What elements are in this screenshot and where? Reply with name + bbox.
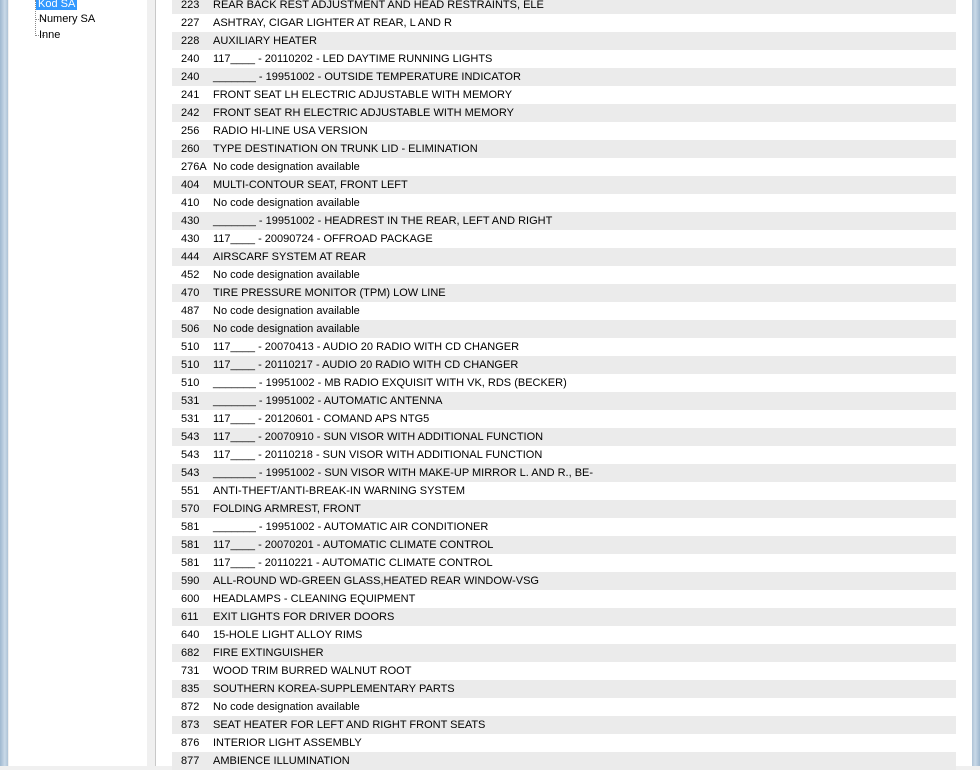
list-row[interactable]	[172, 626, 956, 644]
list-row[interactable]	[172, 266, 956, 284]
list-row[interactable]	[172, 68, 956, 86]
sa-description: FRONT SEAT RH ELECTRIC ADJUSTABLE WITH MEMORY	[213, 107, 514, 119]
tree-item-label: Inne	[39, 29, 61, 41]
list-row[interactable]	[172, 86, 956, 104]
list-row[interactable]	[172, 446, 956, 464]
tree-item-inne[interactable]	[37, 28, 62, 42]
sa-description: TYPE DESTINATION ON TRUNK LID - ELIMINATION	[213, 143, 478, 155]
list-row[interactable]	[172, 464, 956, 482]
sa-code: 551	[181, 485, 200, 497]
list-row[interactable]	[172, 680, 956, 698]
sa-code: 240	[181, 53, 200, 65]
list-row[interactable]	[172, 482, 956, 500]
sa-code: 404	[181, 179, 200, 191]
list-row[interactable]	[172, 698, 956, 716]
list-row[interactable]	[172, 644, 956, 662]
sa-code: 570	[181, 503, 200, 515]
sa-code: 581	[181, 521, 200, 533]
sa-description: _______ - 19951002 - HEADREST IN THE REAR, LEFT AND RIGHT	[213, 215, 553, 227]
sa-description: _______ - 19951002 - AUTOMATIC ANTENNA	[213, 395, 443, 407]
list-row[interactable]	[172, 248, 956, 266]
sa-description: FIRE EXTINGUISHER	[213, 647, 324, 659]
list-row[interactable]	[172, 572, 956, 590]
sa-description: 117____ - 20070910 - SUN VISOR WITH ADDITIONAL FUNCTION	[213, 431, 544, 443]
list-row[interactable]	[172, 230, 956, 248]
panel-splitter[interactable]	[147, 0, 156, 766]
tree-panel	[9, 0, 148, 766]
sa-code: 543	[181, 467, 200, 479]
sa-description: 15-HOLE LIGHT ALLOY RIMS	[213, 629, 363, 641]
list-row[interactable]	[172, 590, 956, 608]
list-row[interactable]	[172, 14, 956, 32]
sa-description: _______ - 19951002 - AUTOMATIC AIR CONDITIONER	[213, 521, 489, 533]
sa-code: 640	[181, 629, 200, 641]
sa-description: AMBIENCE ILLUMINATION	[213, 755, 350, 767]
sa-code: 611	[181, 611, 199, 623]
sa-description: No code designation available	[213, 323, 360, 335]
sa-description: _______ - 19951002 - SUN VISOR WITH MAKE-UP MIRROR L. AND R., BE-	[213, 467, 594, 479]
sa-code: 543	[181, 449, 200, 461]
sa-code: 444	[181, 251, 200, 263]
sa-code: 682	[181, 647, 200, 659]
sa-description: ALL-ROUND WD-GREEN GLASS,HEATED REAR WINDOW-VSG	[213, 575, 539, 587]
sa-code: 510	[181, 359, 200, 371]
sa-code: 452	[181, 269, 200, 281]
sa-description: RADIO HI-LINE USA VERSION	[213, 125, 368, 137]
tree-item-label: Kod SA	[38, 0, 76, 10]
sa-description: ASHTRAY, CIGAR LIGHTER AT REAR, L AND R	[213, 17, 453, 29]
tree-item-label: Numery SA	[39, 13, 96, 25]
list-row[interactable]	[172, 734, 956, 752]
list-row[interactable]	[172, 104, 956, 122]
window-frame-right	[972, 0, 980, 766]
sa-description: ANTI-THEFT/ANTI-BREAK-IN WARNING SYSTEM	[213, 485, 465, 497]
sa-description: 117____ - 20110218 - SUN VISOR WITH ADDITIONAL FUNCTION	[213, 449, 543, 461]
sa-description: No code designation available	[213, 701, 360, 713]
sa-code: 470	[181, 287, 200, 299]
sa-description: _______ - 19951002 - MB RADIO EXQUISIT WITH VK, RDS (BECKER)	[213, 377, 567, 389]
sa-description: FRONT SEAT LH ELECTRIC ADJUSTABLE WITH MEMORY	[213, 89, 513, 101]
list-row[interactable]	[172, 158, 956, 176]
sa-code: 256	[181, 125, 200, 137]
sa-code: 241	[181, 89, 200, 101]
list-row[interactable]	[172, 662, 956, 680]
list-row[interactable]	[172, 284, 956, 302]
sa-description: No code designation available	[213, 197, 360, 209]
sa-code: 581	[181, 539, 200, 551]
sa-description: SEAT HEATER FOR LEFT AND RIGHT FRONT SEATS	[213, 719, 486, 731]
sa-code: 531	[181, 413, 200, 425]
sa-code: 242	[181, 107, 200, 119]
sa-code: 276A	[181, 161, 207, 173]
sa-code: 223	[181, 0, 200, 11]
sa-code: 227	[181, 17, 200, 29]
sa-description: No code designation available	[213, 305, 360, 317]
sa-code: 510	[181, 377, 200, 389]
sa-code: 731	[181, 665, 200, 677]
list-row[interactable]	[172, 716, 956, 734]
sa-code: 430	[181, 233, 200, 245]
sa-code: 510	[181, 341, 200, 353]
sa-description: INTERIOR LIGHT ASSEMBLY	[213, 737, 362, 749]
sa-code: 228	[181, 35, 200, 47]
list-row[interactable]	[172, 0, 956, 14]
sa-description: 117____ - 20070201 - AUTOMATIC CLIMATE CONTROL	[213, 539, 494, 551]
sa-description: TIRE PRESSURE MONITOR (TPM) LOW LINE	[213, 287, 446, 299]
list-row[interactable]	[172, 338, 956, 356]
list-row[interactable]	[172, 518, 956, 536]
list-row[interactable]	[172, 374, 956, 392]
list-row[interactable]	[172, 428, 956, 446]
sa-description: 117____ - 20110217 - AUDIO 20 RADIO WITH CD CHANGER	[213, 359, 519, 371]
sa-description: 117____ - 20090724 - OFFROAD PACKAGE	[213, 233, 433, 245]
list-row[interactable]	[172, 410, 956, 428]
sa-code: 506	[181, 323, 200, 335]
tree-item-kod-sa[interactable]	[36, 0, 77, 11]
sa-description: WOOD TRIM BURRED WALNUT ROOT	[213, 665, 412, 677]
list-row[interactable]	[172, 194, 956, 212]
sa-description: EXIT LIGHTS FOR DRIVER DOORS	[213, 611, 395, 623]
sa-code: 240	[181, 71, 200, 83]
sa-description: No code designation available	[213, 161, 360, 173]
list-row[interactable]	[172, 302, 956, 320]
list-row[interactable]	[172, 212, 956, 230]
sa-description: No code designation available	[213, 269, 360, 281]
sa-code: 876	[181, 737, 200, 749]
sa-description: MULTI-CONTOUR SEAT, FRONT LEFT	[213, 179, 408, 191]
sa-code: 543	[181, 431, 200, 443]
window-frame-left	[0, 0, 8, 766]
sa-code-list	[172, 0, 956, 770]
sa-code: 873	[181, 719, 200, 731]
list-row[interactable]	[172, 32, 956, 50]
sa-description: 117____ - 20070413 - AUDIO 20 RADIO WITH CD CHANGER	[213, 341, 520, 353]
list-row[interactable]	[172, 320, 956, 338]
sa-description: SOUTHERN KOREA-SUPPLEMENTARY PARTS	[213, 683, 455, 695]
sa-description: FOLDING ARMREST, FRONT	[213, 503, 361, 515]
sa-code: 260	[181, 143, 200, 155]
sa-code: 531	[181, 395, 200, 407]
sa-description: 117____ - 20110202 - LED DAYTIME RUNNING LIGHTS	[213, 53, 493, 65]
sa-code: 581	[181, 557, 200, 569]
list-row[interactable]	[172, 140, 956, 158]
sa-code: 872	[181, 701, 200, 713]
list-row[interactable]	[172, 356, 956, 374]
sa-code: 877	[181, 755, 200, 767]
list-row[interactable]	[172, 608, 956, 626]
list-row[interactable]	[172, 176, 956, 194]
sa-description: 117____ - 20120601 - COMAND APS NTG5	[213, 413, 430, 425]
sa-description: 117____ - 20110221 - AUTOMATIC CLIMATE CONTROL	[213, 557, 493, 569]
sa-code: 600	[181, 593, 200, 605]
sa-description: _______ - 19951002 - OUTSIDE TEMPERATURE INDICATOR	[213, 71, 521, 83]
sa-code: 487	[181, 305, 200, 317]
list-row[interactable]	[172, 392, 956, 410]
sa-description: AUXILIARY HEATER	[213, 35, 317, 47]
sa-code: 410	[181, 197, 200, 209]
sa-code-list-panel	[156, 0, 972, 766]
sa-code: 430	[181, 215, 200, 227]
sa-description: HEADLAMPS - CLEANING EQUIPMENT	[213, 593, 416, 605]
tree-item-numery-sa[interactable]	[37, 12, 97, 26]
sa-code: 835	[181, 683, 200, 695]
list-row[interactable]	[172, 122, 956, 140]
list-row[interactable]	[172, 536, 956, 554]
list-row[interactable]	[172, 752, 956, 770]
list-row[interactable]	[172, 500, 956, 518]
list-row[interactable]	[172, 554, 956, 572]
list-row[interactable]	[172, 50, 956, 68]
sa-description: AIRSCARF SYSTEM AT REAR	[213, 251, 367, 263]
sa-code: 590	[181, 575, 200, 587]
sa-description: REAR BACK REST ADJUSTMENT AND HEAD RESTRAINTS, ELE	[213, 0, 544, 11]
